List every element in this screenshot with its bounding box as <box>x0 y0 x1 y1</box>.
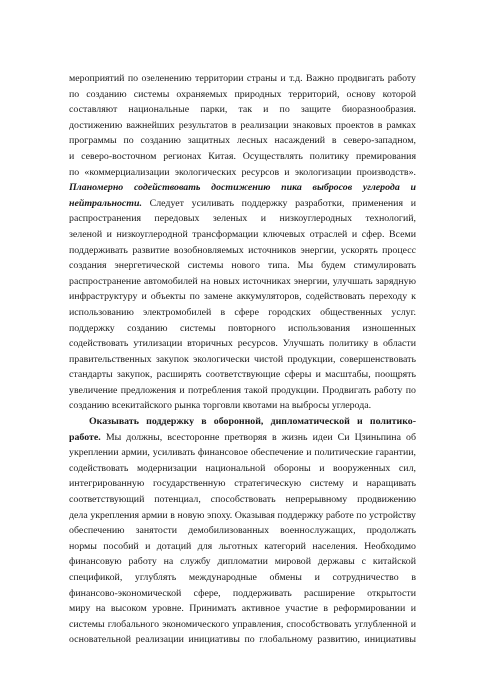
paragraph-3 <box>69 414 416 648</box>
text-line: миру на высоком уровне. Принимать активное участие в реформировании и <box>69 603 416 615</box>
text-line: и северо-восточном регионах Китая. Осуществлять политику премирования <box>69 150 416 162</box>
text-line: содействовать модернизации национальной обороны и вооруженных сил, <box>69 462 416 474</box>
paragraph-2 <box>69 180 416 414</box>
bold-heading: работе. <box>69 431 101 443</box>
text-line: нормы пособий и дотаций для льготных категорий населения. Необходимо <box>69 540 416 552</box>
text-line: обеспечению занятости демобилизованных военнослужащих, продолжать <box>69 525 416 537</box>
text-line: поддерживать развитие возобновляемых источников энергии, ускорять процесс <box>69 244 416 256</box>
text-line: соответствующий потенциал, способствовать непрерывному продвижению <box>69 494 416 506</box>
text-line: достижению важнейших результатов в реализации знаковых проектов в рамках <box>69 119 416 131</box>
text-line: спецификой, углублять международные обмены и сотрудничество в <box>69 572 416 583</box>
text-line: стандарты закупок, расширять соответствующие сферы и масштабы, поощрять <box>69 369 416 381</box>
text-line: правительственных закупок экологически чистой продукции, совершенствовать <box>69 353 416 365</box>
bold-italic-heading: Планомерно содействовать достижению пика выбросов углерода и <box>69 182 416 194</box>
text-line: создания энергетической системы нового типа. Мы будем стимулировать <box>69 260 416 272</box>
text-line: содействовать утилизации вторичных ресурсов. Улучшать политику в области <box>69 338 416 350</box>
text-line: дела укрепления армии в новую эпоху. Оказывая поддержку работе по устройству <box>69 509 416 521</box>
text-line: использованию электромобилей в сфере городских общественных услуг. <box>69 306 416 318</box>
text-line <box>69 196 416 212</box>
text-line: распространение автомобилей на новых источниках энергии, улучшать зарядную <box>69 275 416 287</box>
text-line <box>69 430 416 446</box>
text-line: созданию всекитайского рынка торговли квотами на выбросы углерода. <box>69 400 372 412</box>
text-run: Мы должны, всесторонне претворяя в жизнь идеи Си Цзиньпина об <box>100 431 416 443</box>
text-line: финансово-экономической сфере, поддерживать расширение открытости <box>69 587 416 599</box>
bold-heading: Оказывать поддержку в оборонной, дипломатической и политико- <box>89 416 416 428</box>
bold-italic-heading: нейтральности. <box>69 197 142 209</box>
text-line <box>69 180 416 196</box>
text-line: распространения передовых зеленых и низкоуглеродных технологий, <box>69 213 416 225</box>
text-line: мероприятий по озеленению территории страны и т.д. Важно продвигать работу <box>69 73 416 84</box>
text-line: системы глобального экономического управления, способствовать углубленной и <box>69 618 416 630</box>
text-line: основательной реализации инициативы по глобальному развитию, инициативы <box>69 634 416 646</box>
text-line: финансовую работу на службу дипломатии мировой державы с китайской <box>69 556 416 568</box>
text-line: укреплении армии, усиливать финансовое обеспечение и политические гарантии, <box>69 447 416 459</box>
text-line: инфраструктуру и объекты по замене аккумуляторов, содействовать переходу к <box>69 291 416 303</box>
paragraph-1 <box>69 71 416 180</box>
text-line: интегрированную государственную стратегическую систему и наращивать <box>69 478 416 490</box>
text-line: программы по созданию защитных лесных насаждений в северо-западном, <box>69 135 416 147</box>
text-line: составляют национальные парки, так и по защите биоразнообразия. <box>69 104 416 116</box>
text-line: увеличение предложения и потребления такой продукции. Продвигать работу по <box>69 384 416 396</box>
text-line <box>69 414 416 430</box>
text-line: зеленой и низкоуглеродной трансформации ключевых отраслей и сфер. Всеми <box>69 228 416 240</box>
text-line: по «коммерциализации экологических ресурсов и экологизации производств». <box>69 166 416 178</box>
text-line: по созданию системы охраняемых природных территорий, основу которой <box>69 88 416 100</box>
text-run: Следует усиливать поддержку разработки, применения и <box>141 197 416 209</box>
text-line: поддержку созданию системы повторного использования изношенных <box>69 322 416 334</box>
